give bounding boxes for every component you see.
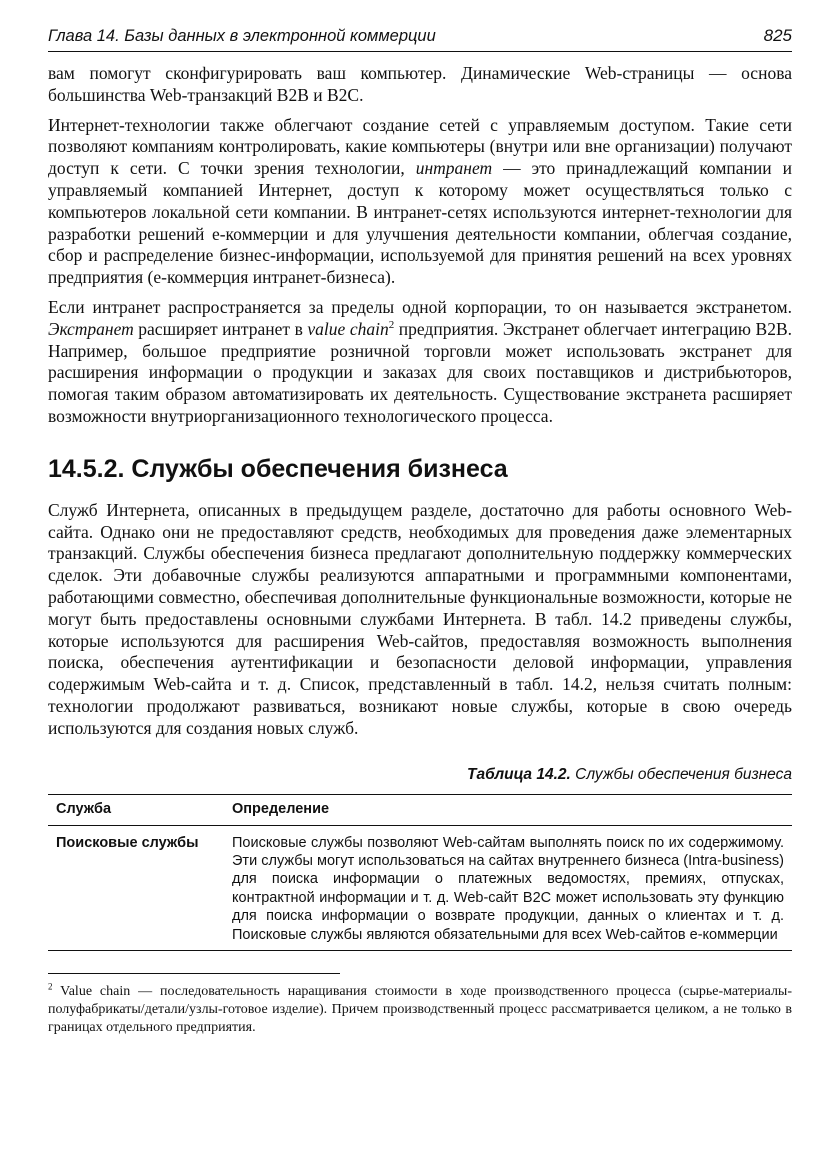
table-cell-service: Поисковые службы	[48, 825, 224, 950]
column-header-service: Служба	[48, 794, 224, 825]
table-cell-definition: Поисковые службы позволяют Web-сайтам выполнять поиск по их содержимому. Эти службы могут использоваться на сайтах внутреннего бизнеса (Intra-business) для поиска информации о платежных ведомостях, премиях, отпусках, контрактной информации и т. д. Web-сайт B2C может использовать эту функцию для поиска информации о возврате продукции, данных о клиентах и т. д. Поисковые службы являются обязательными для всех Web-сайтов е-коммерции	[224, 825, 792, 950]
footnote-ref[interactable]: 2	[388, 318, 395, 331]
services-table	[48, 794, 792, 951]
paragraph-extranet	[48, 297, 792, 428]
paragraph: Служб Интернета, описанных в предыдущем разделе, достаточно для работы основного Web-сайта. Однако они не предоставляют средств, необходимых для проведения даже элементарных транзакций. Службы обеспечения бизнеса предлагают дополнительную поддержку коммерческих сделок. Эти добавочные службы реализуются аппаратными и программными компонентами, работающими совместно, обеспечивая дополнительные функциональные возможности, которые не могут быть предоставлены основными службами Интернета. В табл. 14.2 приведены службы, которые используются для расширения Web-сайтов, предоставляя возможность выполнения поиска, обеспечения аутентификации и безопасности деловой информации, управления содержимым Web-сайта и т. д. Список, представленный в табл. 14.2, нельзя считать полным: технологии продолжают развиваться, возникают новые службы, которые в свою очередь используются для создания новых служб.	[48, 499, 792, 738]
term-extranet: Экстранет	[48, 318, 134, 339]
footnote-text: Value chain — последовательность наращивания стоимости в ходе производственного процесса (сырье-материалы-полуфабрикаты/детали/узлы-готовое изделие). Причем производственный процесс рассматривается целиком, а не только в границах отдельного предприятия.	[48, 983, 792, 1035]
text-run: предприятия. Экстранет облегчает интеграцию B2B. Например, большое предприятие розничной торговли может использовать экстранет для расширения информации о продукции и заказах для своих поставщиков и дистрибьюторов, помогая таким образом автоматизировать их деятельность. Существование экстранета расширяет возможности внутриорганизационного технологического процесса.	[48, 318, 792, 426]
chapter-title: Глава 14. Базы данных в электронной коммерции	[48, 27, 436, 45]
footnote-marker: 2	[48, 981, 53, 992]
text-run: расширяет интранет в	[133, 318, 308, 339]
footnote-divider	[48, 973, 340, 974]
footnote	[48, 983, 792, 1037]
section-heading: 14.5.2. Службы обеспечения бизнеса	[48, 454, 508, 483]
term-intranet: интранет	[415, 158, 493, 179]
page-number: 825	[763, 26, 792, 45]
table-header-row	[48, 794, 792, 825]
paragraph-intranet	[48, 115, 792, 289]
term-value-chain: value chain	[307, 318, 389, 339]
document-page	[48, 26, 792, 1051]
column-header-definition: Определение	[224, 794, 792, 825]
table-row	[48, 825, 792, 950]
table-number: Таблица 14.2.	[467, 765, 571, 783]
text-run: Если интранет распространяется за пределы одной корпорации, то он называется экстранетом.	[48, 296, 792, 317]
text-run: Интернет-технологии также облегчают создание сетей с управляемым доступом. Такие сети позволяют компаниям контролировать, какие компьютеры (внутри или вне организации) получают доступ к сети. С точки зрения технологии,	[48, 114, 792, 179]
paragraph: вам помогут сконфигурировать ваш компьютер. Динамические Web-страницы — основа большинства Web-транзакций B2B и B2C.	[48, 63, 792, 105]
table-caption	[48, 766, 792, 784]
running-header	[48, 26, 792, 52]
table-title: Службы обеспечения бизнеса	[570, 765, 792, 783]
text-run: — это принадлежащий компании и управляемый компанией Интернет, доступ к которому может осуществляться только с компьютеров локальной сети компании. В интранет-сетях используются интернет-технологии для разработки решений е-коммерции и для улучшения деятельности компании, облегчая создание, сбор и распределение бизнес-информации, используемой для принятия решений на всех уровнях предприятия (е-коммерция интранет-бизнеса).	[48, 158, 792, 288]
